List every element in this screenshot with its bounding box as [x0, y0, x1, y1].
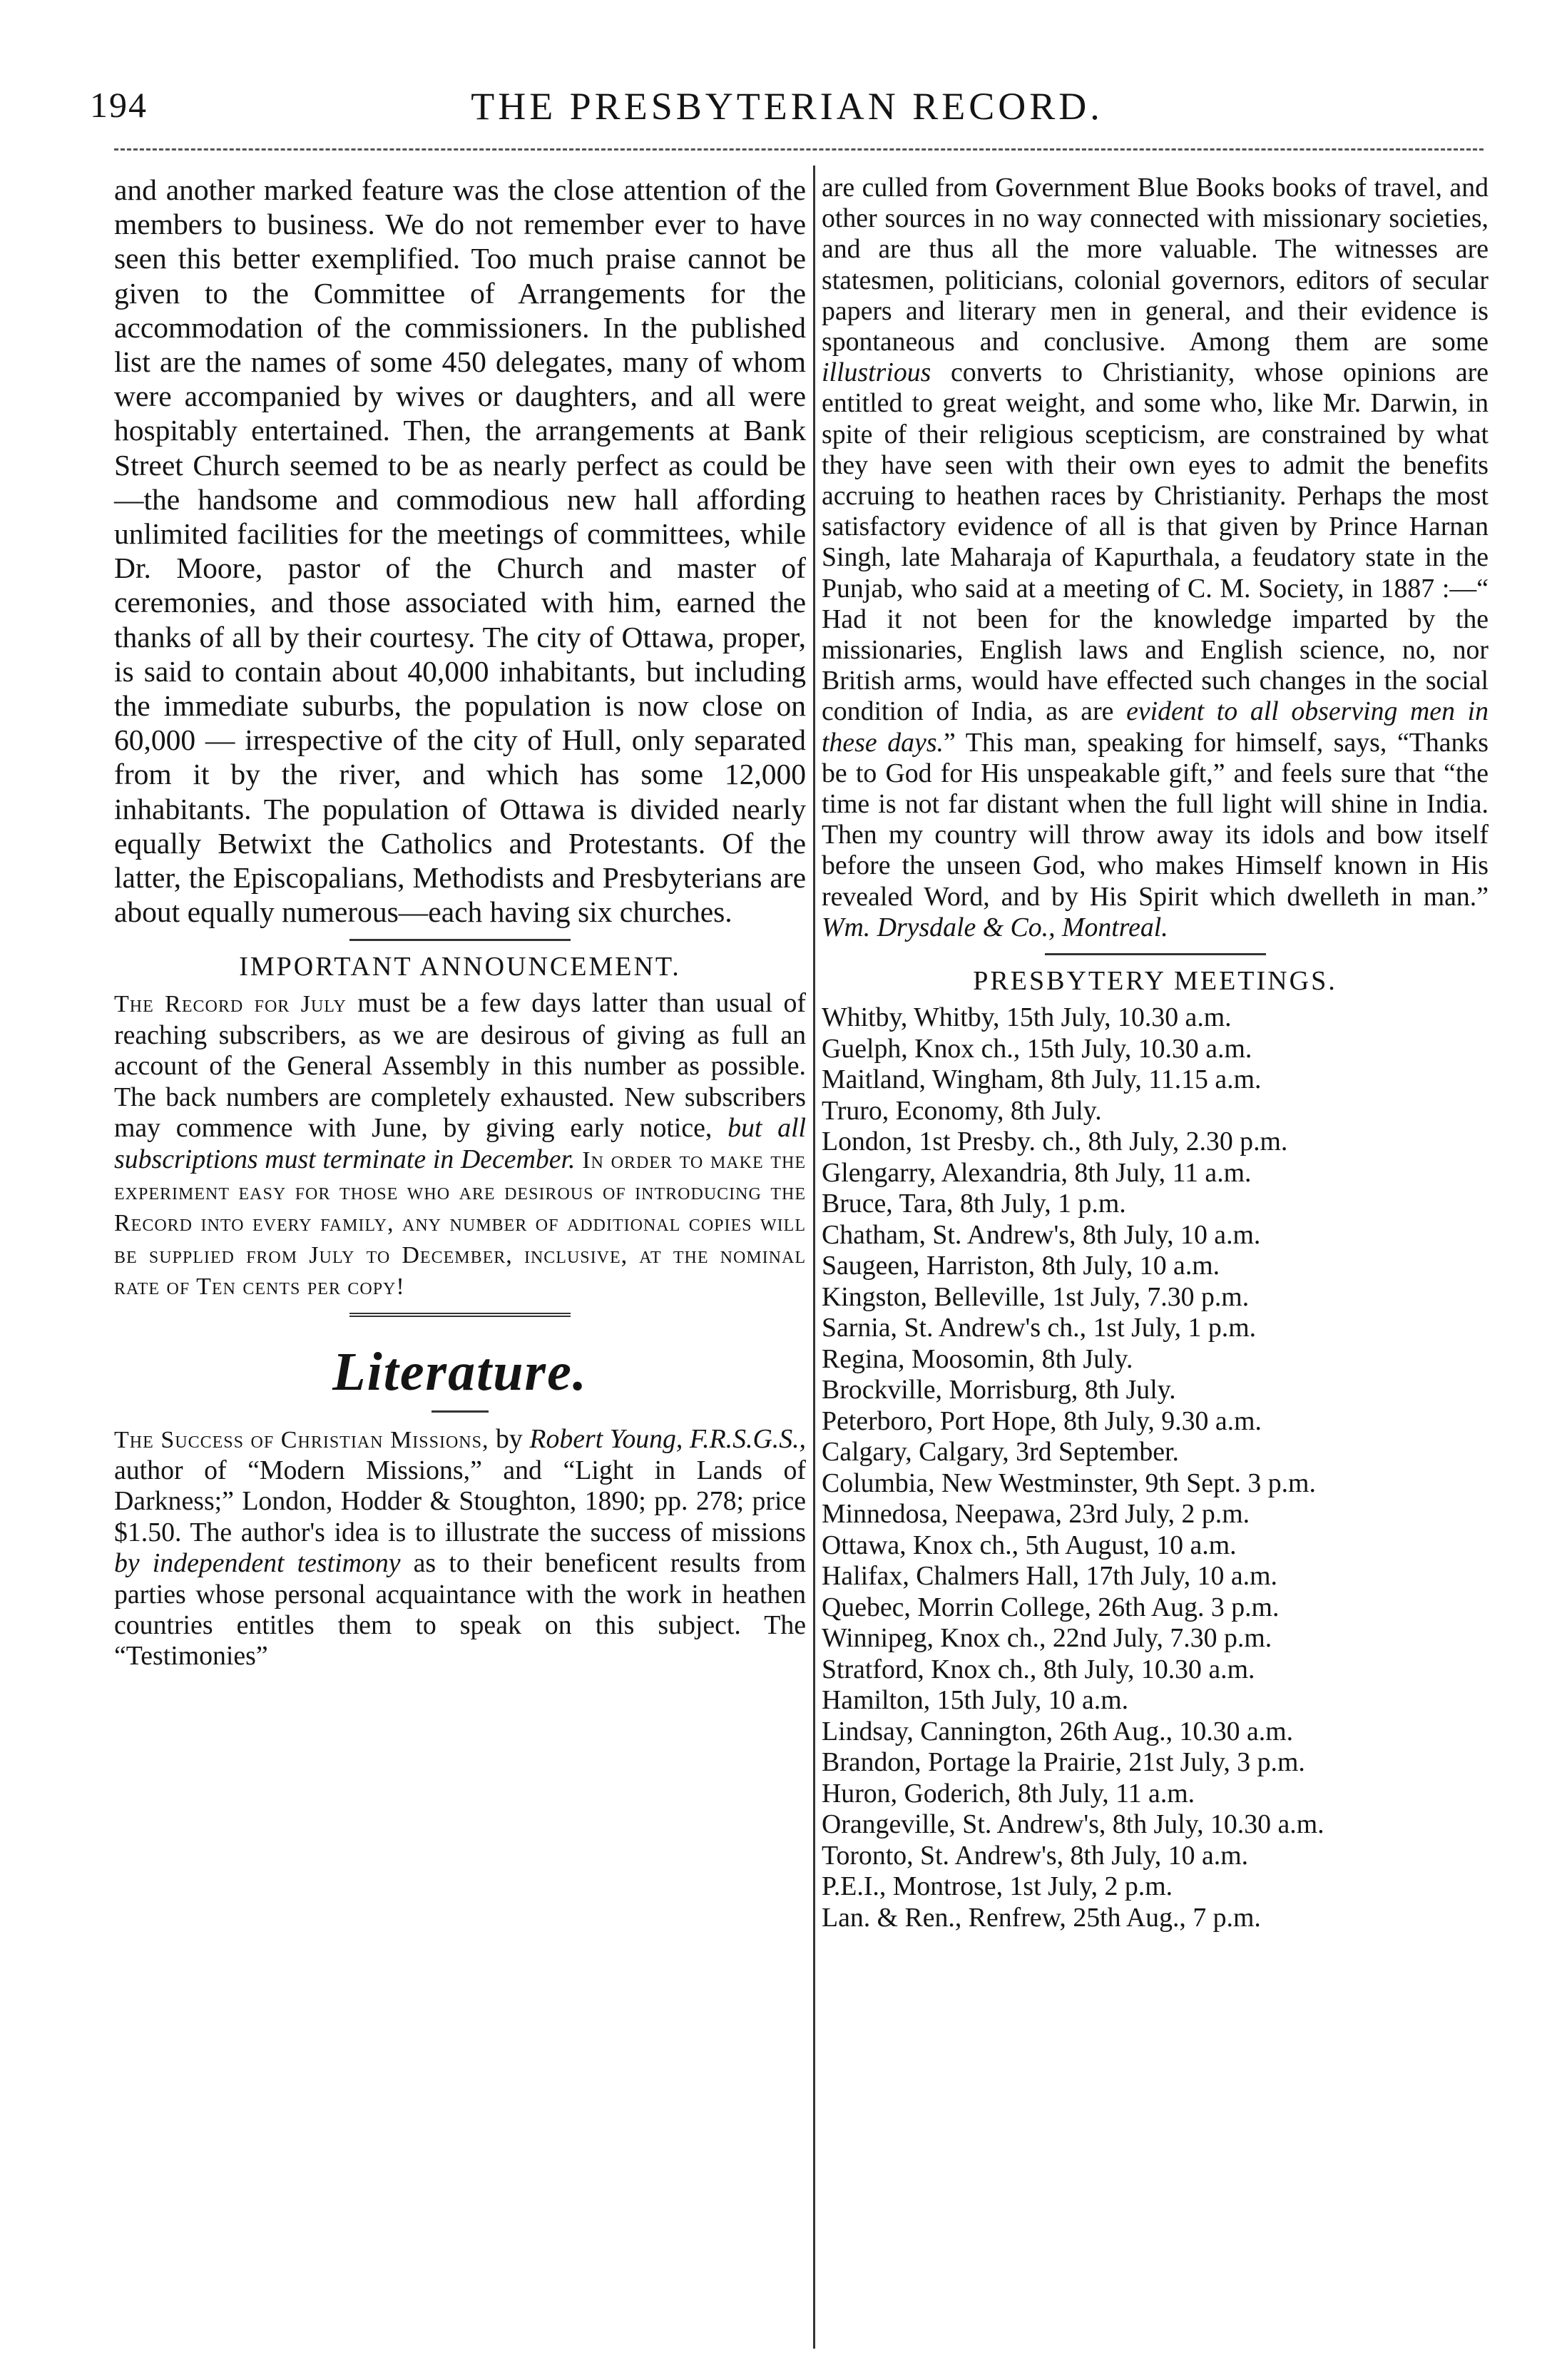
announcement-heading: IMPORTANT ANNOUNCEMENT.: [239, 952, 681, 982]
page-number: 194: [90, 85, 148, 125]
meeting-item: Kingston, Belleville, 1st July, 7.30 p.m.: [822, 1281, 1250, 1312]
meeting-item: Bruce, Tara, 8th July, 1 p.m.: [822, 1189, 1126, 1219]
book-author: Robert Young, F.R.S.G.S.,: [529, 1423, 806, 1454]
meeting-item: Quebec, Morrin College, 26th Aug. 3 p.m.: [822, 1592, 1280, 1622]
announcement-caps: In order to make the experiment easy for those who are desirous of introducing the Record into every family, any number of additional copies will be supplied from July to December, inclusive, at the nominal rate of Ten cents per copy!: [114, 1146, 806, 1301]
meeting-item: Lindsay, Cannington, 26th Aug., 10.30 a.m.: [822, 1716, 1294, 1746]
meeting-item: Saugeen, Harriston, 8th July, 10 a.m.: [822, 1251, 1220, 1281]
meeting-item: Regina, Moosomin, 8th July.: [822, 1343, 1133, 1374]
meeting-item: Guelph, Knox ch., 15th July, 10.30 a.m.: [822, 1033, 1252, 1064]
meeting-item: Brandon, Portage la Prairie, 21st July, 3 p.m.: [822, 1747, 1305, 1778]
announcement-body: must be a few days latter than usual of reaching subscribers, as we are desirous of giving as full an account of the General Assembly in this number as possible. The back numbers are completely exhausted. New subscribers may commence with June, by giving early notice,: [114, 988, 806, 1144]
meeting-item: Sarnia, St. Andrew's ch., 1st July, 1 p.m.: [822, 1313, 1257, 1343]
book-review-paragraph: [114, 1424, 806, 1672]
meeting-item: Maitland, Wingham, 8th July, 11.15 a.m.: [822, 1064, 1262, 1095]
meeting-item: London, 1st Presby. ch., 8th July, 2.30 p.m.: [822, 1127, 1288, 1157]
review-text-3: ” This man, speaking for himself, says, “Thanks be to God for His unspeakable gift,” and feels sure that “the time is not far distant when the full light will shine in India. Then my country will throw away its idols and bow itself before the unseen God, who makes Himself known in His revealed Word, and by His Spirit which dwelleth in man.”: [822, 727, 1489, 912]
book-review-italic: by independent testimony: [114, 1548, 401, 1579]
review-italic-1: illustrious: [822, 357, 931, 388]
meeting-item: Brockville, Morrisburg, 8th July.: [822, 1375, 1176, 1405]
review-italic-2: evident to all observing men in these days.: [822, 696, 1489, 758]
meeting-item: Columbia, New Westminster, 9th Sept. 3 p.m.: [822, 1468, 1316, 1498]
publisher-name: Wm. Drysdale & Co., Montreal.: [822, 912, 1168, 942]
literature-heading: Literature.: [332, 1341, 588, 1402]
section-rule: [1045, 953, 1266, 955]
publication-title: THE PRESBYTERIAN RECORD.: [471, 85, 1103, 128]
meeting-item: Lan. & Ren., Renfrew, 25th Aug., 7 p.m.: [822, 1902, 1261, 1933]
page-header: [90, 71, 1484, 128]
section-rule: [349, 1313, 571, 1317]
book-title: The Success of Christian Missions,: [114, 1426, 489, 1453]
meeting-item: P.E.I., Montrose, 1st July, 2 p.m.: [822, 1871, 1173, 1902]
announcement-lead: The Record for July: [114, 991, 347, 1018]
announcement-text: [114, 988, 806, 1302]
meeting-item: Whitby, Whitby, 15th July, 10.30 a.m.: [822, 1002, 1232, 1033]
review-text-1: are culled from Government Blue Books books of travel, and other sources in no way connected with missionary societies, and are thus all the more valuable. The witnesses are statesmen, politicians, colonial governors, editors of secular papers and literary men in general, and their evidence is spontaneous and conclusive. Among them are some: [822, 173, 1489, 357]
meeting-item: Huron, Goderich, 8th July, 11 a.m.: [822, 1778, 1195, 1809]
book-review-text: author of “Modern Missions,” and “Light in Lands of Darkness;” London, Hodder & Stoughton, 1890; pp. 278; price $1.50. The author's idea is to illustrate the success of missions: [114, 1455, 806, 1547]
column-divider: [813, 166, 815, 2349]
meeting-item: Chatham, St. Andrew's, 8th July, 10 a.m.: [822, 1219, 1261, 1250]
meetings-heading: PRESBYTERY MEETINGS.: [973, 966, 1337, 997]
meeting-item: Glengarry, Alexandria, 8th July, 11 a.m.: [822, 1157, 1252, 1188]
small-rule: [432, 1410, 489, 1413]
review-text-2: converts to Christianity, whose opinions are entitled to great weight, and some who, like Mr. Darwin, in spite of their religious scepticism, are constrained by what they have seen with their own eyes to admit the benefits accruing to heathen races by Christianity. Perhaps the most satisfactory evidence of all is that given by Prince Harnan Singh, late Maharaja of Kapurthala, a feudatory state in the Punjab, who said at a meeting of C. M. Society, in 1887 :—“ Had it not been for the knowledge imparted by the missionaries, English laws and English science, no, nor British arms, would have effected such changes in the social condition of India, as are: [822, 357, 1489, 727]
meeting-item: Ottawa, Knox ch., 5th August, 10 a.m.: [822, 1530, 1237, 1560]
meeting-item: Peterboro, Port Hope, 8th July, 9.30 a.m.: [822, 1405, 1262, 1436]
announcement-italic: but all subscriptions must terminate in December.: [114, 1113, 806, 1174]
meeting-item: Hamilton, 15th July, 10 a.m.: [822, 1685, 1129, 1716]
book-review-text-2: as to their beneficent results from parties whose personal acquaintance with the work in heathen countries entitles them to speak on this subject. The “Testimonies”: [114, 1548, 806, 1672]
meeting-item: Winnipeg, Knox ch., 22nd July, 7.30 p.m.: [822, 1623, 1272, 1654]
assembly-report-paragraph: and another marked feature was the close attention of the members to business. We do not remember ever to have seen this better exemplified. Too much praise cannot be given to the Committee of Arrangements for the accommodation of the commissioners. In the published list are the names of some 450 delegates, many of whom were accompanied by wives or daughters, and all were hospitably entertained. Then, the arrangements at Bank Street Church seemed to be as nearly perfect as could be—the handsome and commodious new hall affording unlimited facilities for the meetings of committees, while Dr. Moore, pastor of the Church and master of ceremonies, and those associated with him, earned the thanks of all by their courtesy. The city of Ottawa, proper, is said to contain about 40,000 inhabitants, but including the immediate suburbs, the population is now close on 60,000 — irrespective of the city of Hull, only separated from it by the river, and which has some 12,000 inhabitants. The population of Ottawa is divided nearly equally Betwixt the Catholics and Protestants. Of the latter, the Episcopalians, Methodists and Presbyterians are about equally numerous—each having six churches.: [114, 173, 806, 929]
meeting-item: Toronto, St. Andrew's, 8th July, 10 a.m.: [822, 1840, 1249, 1871]
meetings-list: [822, 1002, 1489, 1933]
section-rule: [349, 939, 571, 941]
meeting-item: Stratford, Knox ch., 8th July, 10.30 a.m.: [822, 1654, 1255, 1684]
meeting-item: Halifax, Chalmers Hall, 17th July, 10 a.m.: [822, 1561, 1277, 1592]
left-column: [114, 173, 806, 1672]
meeting-item: Truro, Economy, 8th July.: [822, 1095, 1102, 1126]
meeting-item: Calgary, Calgary, 3rd September.: [822, 1437, 1180, 1468]
header-rule: [114, 148, 1484, 151]
book-by: by: [489, 1423, 530, 1454]
review-continuation: [822, 173, 1489, 943]
right-column: [822, 173, 1489, 1933]
meeting-item: Orangeville, St. Andrew's, 8th July, 10.30 a.m.: [822, 1809, 1324, 1840]
meeting-item: Minnedosa, Neepawa, 23rd July, 2 p.m.: [822, 1499, 1250, 1530]
